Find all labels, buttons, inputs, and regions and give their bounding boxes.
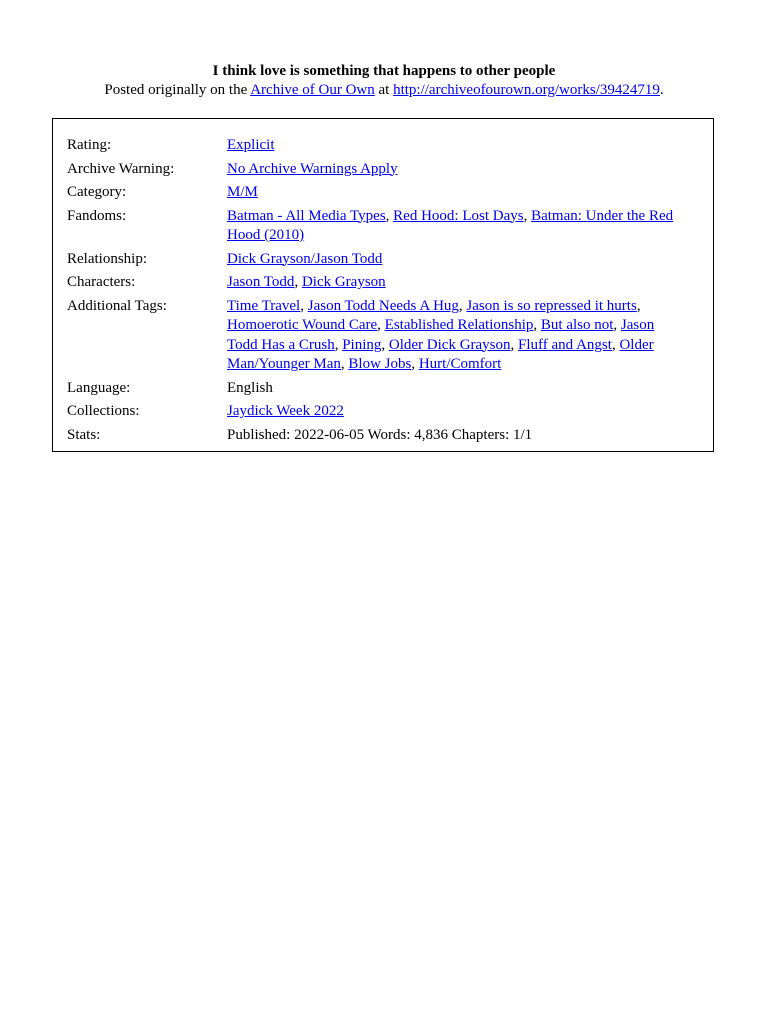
tag-link[interactable]: Older Man/Younger Man <box>227 336 654 372</box>
stats-row <box>67 425 687 449</box>
relationship-row <box>67 249 687 273</box>
posted-prefix: Posted originally on the <box>104 82 248 98</box>
tag-link[interactable]: Dick Grayson <box>301 274 386 290</box>
tag-link[interactable]: Dick Grayson/Jason Todd <box>227 250 383 267</box>
stats-value: Published: 2022-06-05 Words: 4,836 Chapters: 1/1 <box>227 426 533 443</box>
tag-link[interactable]: Established Relationship <box>384 317 534 333</box>
archive-link[interactable]: Archive of Our Own <box>250 82 375 98</box>
tags-label: Additional Tags: <box>67 297 167 314</box>
characters-row <box>67 272 687 296</box>
tag-link[interactable]: Batman: Under the Red Hood (2010) <box>227 207 674 243</box>
rating-label: Rating: <box>67 137 112 153</box>
language-value: English <box>227 379 273 396</box>
tag-link[interactable]: Jason Todd Needs A Hug <box>307 297 459 314</box>
language-row <box>67 378 687 402</box>
tag-link[interactable]: Batman - All Media Types <box>227 207 386 224</box>
tag-link[interactable]: Jason is so repressed it hurts <box>466 297 637 314</box>
tag-link[interactable]: Pining <box>342 336 382 353</box>
fandoms-row <box>67 206 687 249</box>
characters-label: Characters: <box>67 274 136 290</box>
metadata-box <box>52 118 714 452</box>
tag-link[interactable]: M/M <box>227 184 258 200</box>
tag-link[interactable]: Older Dick Grayson <box>388 336 511 353</box>
category-label: Category: <box>67 184 127 200</box>
tag-link[interactable]: Time Travel <box>227 297 301 314</box>
tag-link[interactable]: Jason Todd Has a Crush <box>227 317 655 353</box>
tag-link[interactable]: Blow Jobs <box>348 356 412 372</box>
collections-row <box>67 401 687 425</box>
tag-link[interactable]: No Archive Warnings Apply <box>227 160 398 177</box>
tags-row <box>67 296 687 378</box>
warning-value <box>227 159 687 183</box>
rating-value <box>227 135 687 159</box>
tag-link[interactable]: Red Hood: Lost Days <box>393 207 524 224</box>
tag-link[interactable]: But also not <box>540 317 614 333</box>
rating-row <box>67 135 687 159</box>
tag-link[interactable]: Jaydick Week 2022 <box>227 403 344 419</box>
relationship-value <box>227 249 687 273</box>
warning-row <box>67 159 687 183</box>
tags-value: Time Travel, Jason Todd Needs A Hug, Jason is so repressed it hurts, Homoerotic Wound Care, Established Relationship, But also not, Jason Todd Has a Crush, Pining, Older Dick Grayson, Fluff and Angst, Older Man/Younger Man, Blow Jobs, Hurt/Comfort <box>227 297 655 372</box>
characters-value: Jason Todd, Dick Grayson <box>227 274 386 290</box>
posted-line <box>0 81 768 100</box>
posted-at: at <box>378 82 390 98</box>
tag-link[interactable]: Hurt/Comfort <box>418 356 502 372</box>
tag-link[interactable]: Fluff and Angst <box>518 336 612 353</box>
posted-period: . <box>659 82 664 98</box>
tag-link[interactable]: Jason Todd <box>227 274 295 290</box>
category-row <box>67 182 687 206</box>
warning-label: Archive Warning: <box>67 160 175 177</box>
language-label: Language: <box>67 379 131 396</box>
tag-link[interactable]: Explicit <box>227 137 275 153</box>
metadata-table <box>67 135 687 448</box>
collections-value <box>227 401 687 425</box>
stats-label: Stats: <box>67 426 101 443</box>
work-title: I think love is something that happens to other people <box>212 63 556 79</box>
fandoms-value: Batman - All Media Types, Red Hood: Lost Days, Batman: Under the Red Hood (2010) <box>227 207 674 243</box>
relationship-label: Relationship: <box>67 250 147 267</box>
fandoms-label: Fandoms: <box>67 207 127 224</box>
category-value <box>227 182 687 206</box>
work-url-link[interactable]: http://archiveofourown.org/works/39424719 <box>393 82 660 98</box>
collections-label: Collections: <box>67 403 140 419</box>
tag-link[interactable]: Homoerotic Wound Care <box>227 317 378 333</box>
